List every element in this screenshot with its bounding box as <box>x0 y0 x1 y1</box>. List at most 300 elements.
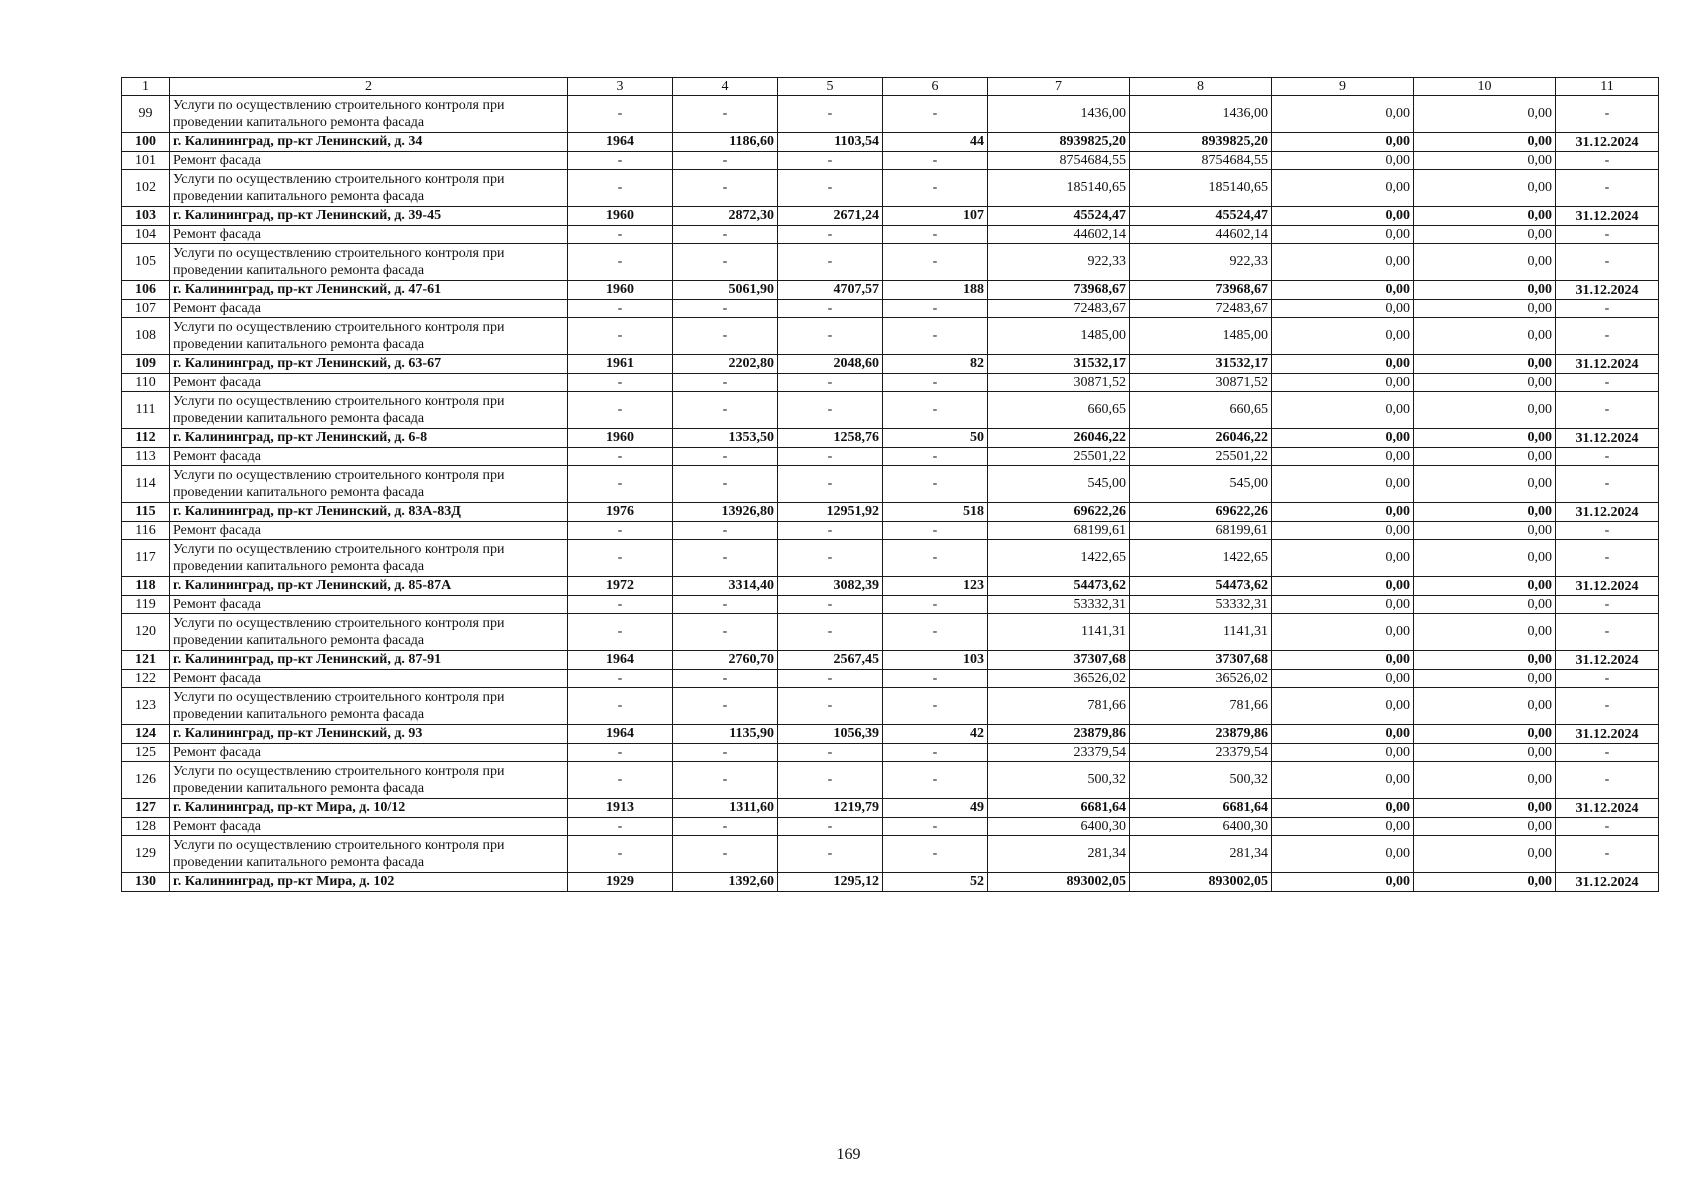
cell-row-number: 122 <box>122 670 170 688</box>
table-row <box>122 614 1659 651</box>
cell-row-number: 125 <box>122 744 170 762</box>
cell-residents: 44 <box>883 133 988 152</box>
cell-cost-other: 0,00 <box>1414 207 1556 226</box>
cell-cost-total: 781,66 <box>988 688 1130 725</box>
cell-description: г. Калининград, пр-кт Ленинский, д. 63-67 <box>170 355 568 374</box>
cell-living-area: - <box>778 226 883 244</box>
cell-residents: - <box>883 522 988 540</box>
cell-year: 1976 <box>568 503 673 522</box>
cell-row-number: 105 <box>122 244 170 281</box>
header-cell-row-number: 1 <box>122 78 170 96</box>
cell-year: 1960 <box>568 281 673 300</box>
cell-row-number: 109 <box>122 355 170 374</box>
cell-completion-date: - <box>1556 226 1659 244</box>
cell-living-area: - <box>778 762 883 799</box>
cell-row-number: 128 <box>122 818 170 836</box>
cell-total-area: - <box>673 300 778 318</box>
cell-cost-total: 53332,31 <box>988 596 1130 614</box>
cell-residents: - <box>883 688 988 725</box>
cell-cost-fund: 185140,65 <box>1130 170 1272 207</box>
cell-living-area: - <box>778 596 883 614</box>
cell-cost-budget: 0,00 <box>1272 318 1414 355</box>
cell-cost-fund: 37307,68 <box>1130 651 1272 670</box>
table-row <box>122 873 1659 892</box>
cell-cost-total: 281,34 <box>988 836 1130 873</box>
cell-cost-total: 1422,65 <box>988 540 1130 577</box>
cell-row-number: 104 <box>122 226 170 244</box>
cell-cost-other: 0,00 <box>1414 448 1556 466</box>
cell-completion-date: - <box>1556 836 1659 873</box>
cell-living-area: - <box>778 836 883 873</box>
cell-description: Услуги по осуществлению строительного контроля при проведении капитального ремонта фасада <box>170 614 568 651</box>
cell-cost-other: 0,00 <box>1414 799 1556 818</box>
cell-cost-budget: 0,00 <box>1272 96 1414 133</box>
cell-completion-date: - <box>1556 688 1659 725</box>
cell-description: Ремонт фасада <box>170 818 568 836</box>
cell-cost-total: 68199,61 <box>988 522 1130 540</box>
cell-residents: - <box>883 300 988 318</box>
cell-cost-budget: 0,00 <box>1272 226 1414 244</box>
cell-total-area: 1353,50 <box>673 429 778 448</box>
cell-total-area: - <box>673 466 778 503</box>
cell-residents: 103 <box>883 651 988 670</box>
cell-cost-budget: 0,00 <box>1272 688 1414 725</box>
cell-description: г. Калининград, пр-кт Ленинский, д. 85-87А <box>170 577 568 596</box>
cell-completion-date: - <box>1556 374 1659 392</box>
cell-cost-fund: 53332,31 <box>1130 596 1272 614</box>
header-cell-year: 3 <box>568 78 673 96</box>
cell-year: 1913 <box>568 799 673 818</box>
cell-living-area: - <box>778 300 883 318</box>
cell-row-number: 101 <box>122 152 170 170</box>
cell-residents: 518 <box>883 503 988 522</box>
cell-cost-other: 0,00 <box>1414 466 1556 503</box>
cell-cost-total: 23879,86 <box>988 725 1130 744</box>
table-row <box>122 152 1659 170</box>
cell-cost-total: 36526,02 <box>988 670 1130 688</box>
cell-completion-date: - <box>1556 540 1659 577</box>
cell-completion-date: 31.12.2024 <box>1556 133 1659 152</box>
cell-description: г. Калининград, пр-кт Ленинский, д. 39-45 <box>170 207 568 226</box>
cell-cost-fund: 25501,22 <box>1130 448 1272 466</box>
cell-year: - <box>568 318 673 355</box>
cell-description: Услуги по осуществлению строительного контроля при проведении капитального ремонта фасада <box>170 688 568 725</box>
cell-description: Ремонт фасада <box>170 744 568 762</box>
cell-living-area: 2048,60 <box>778 355 883 374</box>
cell-cost-budget: 0,00 <box>1272 503 1414 522</box>
cell-cost-other: 0,00 <box>1414 152 1556 170</box>
cell-cost-other: 0,00 <box>1414 96 1556 133</box>
cell-row-number: 115 <box>122 503 170 522</box>
header-cell-cost-fund: 8 <box>1130 78 1272 96</box>
cell-residents: - <box>883 96 988 133</box>
cell-living-area: - <box>778 540 883 577</box>
cell-row-number: 106 <box>122 281 170 300</box>
cell-description: Услуги по осуществлению строительного контроля при проведении капитального ремонта фасада <box>170 836 568 873</box>
header-cell-cost-other: 10 <box>1414 78 1556 96</box>
cell-description: г. Калининград, пр-кт Мира, д. 102 <box>170 873 568 892</box>
cell-cost-fund: 1436,00 <box>1130 96 1272 133</box>
cell-living-area: 1219,79 <box>778 799 883 818</box>
cell-cost-total: 1141,31 <box>988 614 1130 651</box>
cell-residents: 188 <box>883 281 988 300</box>
cell-description: Услуги по осуществлению строительного контроля при проведении капитального ремонта фасада <box>170 244 568 281</box>
cell-row-number: 99 <box>122 96 170 133</box>
cell-cost-total: 185140,65 <box>988 170 1130 207</box>
cell-residents: - <box>883 670 988 688</box>
cell-living-area: - <box>778 670 883 688</box>
cell-cost-total: 31532,17 <box>988 355 1130 374</box>
cell-cost-total: 37307,68 <box>988 651 1130 670</box>
cell-cost-budget: 0,00 <box>1272 836 1414 873</box>
table-row <box>122 170 1659 207</box>
table-row <box>122 429 1659 448</box>
cell-cost-fund: 72483,67 <box>1130 300 1272 318</box>
cell-cost-budget: 0,00 <box>1272 281 1414 300</box>
cell-row-number: 118 <box>122 577 170 596</box>
header-cell-cost-total: 7 <box>988 78 1130 96</box>
cell-total-area: - <box>673 170 778 207</box>
cell-row-number: 126 <box>122 762 170 799</box>
cell-cost-other: 0,00 <box>1414 725 1556 744</box>
cell-total-area: - <box>673 596 778 614</box>
cell-cost-budget: 0,00 <box>1272 244 1414 281</box>
cell-row-number: 102 <box>122 170 170 207</box>
cell-cost-budget: 0,00 <box>1272 355 1414 374</box>
cell-cost-total: 72483,67 <box>988 300 1130 318</box>
cell-total-area: - <box>673 688 778 725</box>
cell-cost-total: 30871,52 <box>988 374 1130 392</box>
cell-year: 1964 <box>568 725 673 744</box>
cell-cost-fund: 500,32 <box>1130 762 1272 799</box>
cell-cost-total: 25501,22 <box>988 448 1130 466</box>
cell-cost-budget: 0,00 <box>1272 374 1414 392</box>
cell-cost-fund: 8939825,20 <box>1130 133 1272 152</box>
cell-cost-fund: 45524,47 <box>1130 207 1272 226</box>
cell-description: Услуги по осуществлению строительного контроля при проведении капитального ремонта фасада <box>170 96 568 133</box>
cell-year: - <box>568 614 673 651</box>
cell-total-area: - <box>673 614 778 651</box>
cell-cost-other: 0,00 <box>1414 429 1556 448</box>
table-row <box>122 96 1659 133</box>
cell-residents: - <box>883 170 988 207</box>
cell-year: 1960 <box>568 207 673 226</box>
cell-year: - <box>568 170 673 207</box>
cell-completion-date: - <box>1556 392 1659 429</box>
cell-living-area: 1056,39 <box>778 725 883 744</box>
cell-living-area: - <box>778 170 883 207</box>
cell-residents: - <box>883 818 988 836</box>
cell-residents: - <box>883 448 988 466</box>
cell-cost-fund: 31532,17 <box>1130 355 1272 374</box>
cell-cost-budget: 0,00 <box>1272 670 1414 688</box>
cell-completion-date: - <box>1556 762 1659 799</box>
cell-total-area: - <box>673 836 778 873</box>
cell-completion-date: - <box>1556 300 1659 318</box>
header-cell-residents: 6 <box>883 78 988 96</box>
cell-cost-budget: 0,00 <box>1272 762 1414 799</box>
cell-row-number: 117 <box>122 540 170 577</box>
cell-cost-budget: 0,00 <box>1272 818 1414 836</box>
cell-residents: 82 <box>883 355 988 374</box>
cell-completion-date: - <box>1556 614 1659 651</box>
table-body <box>122 78 1659 892</box>
table-row <box>122 762 1659 799</box>
cell-residents: - <box>883 226 988 244</box>
cell-living-area: - <box>778 244 883 281</box>
cell-residents: 42 <box>883 725 988 744</box>
cell-cost-other: 0,00 <box>1414 522 1556 540</box>
cell-cost-budget: 0,00 <box>1272 873 1414 892</box>
cell-cost-fund: 23879,86 <box>1130 725 1272 744</box>
cell-cost-other: 0,00 <box>1414 170 1556 207</box>
cell-description: г. Калининград, пр-кт Ленинский, д. 93 <box>170 725 568 744</box>
cell-residents: 49 <box>883 799 988 818</box>
cell-completion-date: - <box>1556 96 1659 133</box>
table-row <box>122 503 1659 522</box>
cell-row-number: 108 <box>122 318 170 355</box>
cell-description: Услуги по осуществлению строительного контроля при проведении капитального ремонта фасада <box>170 762 568 799</box>
cell-row-number: 114 <box>122 466 170 503</box>
cell-row-number: 129 <box>122 836 170 873</box>
cell-year: - <box>568 522 673 540</box>
cell-total-area: - <box>673 374 778 392</box>
cell-completion-date: - <box>1556 818 1659 836</box>
cell-residents: - <box>883 744 988 762</box>
cell-completion-date: 31.12.2024 <box>1556 281 1659 300</box>
table-row <box>122 318 1659 355</box>
cell-cost-fund: 1422,65 <box>1130 540 1272 577</box>
data-table <box>121 77 1659 892</box>
cell-year: - <box>568 300 673 318</box>
cell-cost-total: 500,32 <box>988 762 1130 799</box>
cell-cost-budget: 0,00 <box>1272 725 1414 744</box>
cell-description: Ремонт фасада <box>170 152 568 170</box>
cell-description: Ремонт фасада <box>170 226 568 244</box>
cell-total-area: 2202,80 <box>673 355 778 374</box>
cell-completion-date: 31.12.2024 <box>1556 207 1659 226</box>
cell-cost-total: 44602,14 <box>988 226 1130 244</box>
cell-cost-fund: 1141,31 <box>1130 614 1272 651</box>
cell-cost-fund: 73968,67 <box>1130 281 1272 300</box>
cell-description: Ремонт фасада <box>170 374 568 392</box>
cell-row-number: 124 <box>122 725 170 744</box>
cell-living-area: - <box>778 466 883 503</box>
table-row <box>122 392 1659 429</box>
cell-cost-fund: 36526,02 <box>1130 670 1272 688</box>
table-row <box>122 522 1659 540</box>
cell-total-area: 2872,30 <box>673 207 778 226</box>
cell-total-area: - <box>673 540 778 577</box>
cell-residents: 107 <box>883 207 988 226</box>
cell-cost-budget: 0,00 <box>1272 651 1414 670</box>
cell-year: 1961 <box>568 355 673 374</box>
header-cell-cost-budget: 9 <box>1272 78 1414 96</box>
cell-total-area: 5061,90 <box>673 281 778 300</box>
cell-cost-total: 26046,22 <box>988 429 1130 448</box>
cell-residents: - <box>883 466 988 503</box>
cell-cost-total: 660,65 <box>988 392 1130 429</box>
cell-total-area: 1311,60 <box>673 799 778 818</box>
cell-cost-other: 0,00 <box>1414 873 1556 892</box>
cell-cost-total: 73968,67 <box>988 281 1130 300</box>
table-row <box>122 540 1659 577</box>
cell-living-area: 3082,39 <box>778 577 883 596</box>
cell-year: 1929 <box>568 873 673 892</box>
cell-row-number: 100 <box>122 133 170 152</box>
table-row <box>122 355 1659 374</box>
cell-cost-fund: 30871,52 <box>1130 374 1272 392</box>
cell-year: - <box>568 744 673 762</box>
cell-cost-total: 23379,54 <box>988 744 1130 762</box>
cell-cost-budget: 0,00 <box>1272 448 1414 466</box>
cell-living-area: - <box>778 448 883 466</box>
cell-year: 1960 <box>568 429 673 448</box>
cell-total-area: - <box>673 318 778 355</box>
cell-cost-budget: 0,00 <box>1272 614 1414 651</box>
cell-living-area: - <box>778 318 883 355</box>
cell-cost-total: 69622,26 <box>988 503 1130 522</box>
cell-total-area: - <box>673 448 778 466</box>
cell-description: Услуги по осуществлению строительного контроля при проведении капитального ремонта фасада <box>170 466 568 503</box>
cell-cost-fund: 69622,26 <box>1130 503 1272 522</box>
cell-living-area: - <box>778 688 883 725</box>
cell-year: 1964 <box>568 651 673 670</box>
table-row <box>122 448 1659 466</box>
cell-year: - <box>568 226 673 244</box>
cell-completion-date: 31.12.2024 <box>1556 503 1659 522</box>
cell-residents: - <box>883 762 988 799</box>
cell-year: - <box>568 466 673 503</box>
table-row <box>122 596 1659 614</box>
cell-year: - <box>568 392 673 429</box>
cell-description: Услуги по осуществлению строительного контроля при проведении капитального ремонта фасада <box>170 318 568 355</box>
cell-cost-fund: 281,34 <box>1130 836 1272 873</box>
cell-cost-other: 0,00 <box>1414 374 1556 392</box>
cell-living-area: 2671,24 <box>778 207 883 226</box>
cell-cost-budget: 0,00 <box>1272 207 1414 226</box>
cell-cost-other: 0,00 <box>1414 762 1556 799</box>
cell-cost-budget: 0,00 <box>1272 799 1414 818</box>
header-cell-total-area: 4 <box>673 78 778 96</box>
cell-description: Услуги по осуществлению строительного контроля при проведении капитального ремонта фасада <box>170 392 568 429</box>
cell-cost-other: 0,00 <box>1414 318 1556 355</box>
cell-completion-date: - <box>1556 244 1659 281</box>
cell-living-area: - <box>778 392 883 429</box>
cell-completion-date: - <box>1556 170 1659 207</box>
cell-completion-date: 31.12.2024 <box>1556 577 1659 596</box>
cell-year: - <box>568 836 673 873</box>
header-cell-completion-date: 11 <box>1556 78 1659 96</box>
cell-total-area: - <box>673 522 778 540</box>
cell-cost-fund: 44602,14 <box>1130 226 1272 244</box>
cell-cost-fund: 545,00 <box>1130 466 1272 503</box>
cell-cost-total: 545,00 <box>988 466 1130 503</box>
table-row <box>122 725 1659 744</box>
cell-row-number: 110 <box>122 374 170 392</box>
table-row <box>122 744 1659 762</box>
cell-cost-budget: 0,00 <box>1272 170 1414 207</box>
cell-row-number: 103 <box>122 207 170 226</box>
cell-cost-total: 54473,62 <box>988 577 1130 596</box>
cell-cost-other: 0,00 <box>1414 670 1556 688</box>
cell-cost-other: 0,00 <box>1414 503 1556 522</box>
cell-cost-other: 0,00 <box>1414 836 1556 873</box>
cell-cost-fund: 660,65 <box>1130 392 1272 429</box>
cell-year: 1964 <box>568 133 673 152</box>
cell-row-number: 116 <box>122 522 170 540</box>
cell-cost-total: 6681,64 <box>988 799 1130 818</box>
cell-cost-other: 0,00 <box>1414 818 1556 836</box>
cell-year: - <box>568 540 673 577</box>
table-row <box>122 577 1659 596</box>
cell-cost-budget: 0,00 <box>1272 577 1414 596</box>
cell-cost-fund: 54473,62 <box>1130 577 1272 596</box>
cell-residents: - <box>883 244 988 281</box>
cell-year: - <box>568 688 673 725</box>
cell-row-number: 111 <box>122 392 170 429</box>
cell-residents: - <box>883 614 988 651</box>
cell-row-number: 120 <box>122 614 170 651</box>
cell-year: - <box>568 374 673 392</box>
cell-total-area: 3314,40 <box>673 577 778 596</box>
cell-cost-budget: 0,00 <box>1272 596 1414 614</box>
cell-completion-date: - <box>1556 466 1659 503</box>
cell-total-area: - <box>673 152 778 170</box>
cell-completion-date: - <box>1556 318 1659 355</box>
cell-cost-fund: 893002,05 <box>1130 873 1272 892</box>
table-row <box>122 466 1659 503</box>
cell-description: Ремонт фасада <box>170 596 568 614</box>
cell-cost-budget: 0,00 <box>1272 429 1414 448</box>
table-row <box>122 300 1659 318</box>
cell-completion-date: - <box>1556 448 1659 466</box>
cell-total-area: - <box>673 670 778 688</box>
cell-description: г. Калининград, пр-кт Ленинский, д. 47-61 <box>170 281 568 300</box>
cell-year: - <box>568 762 673 799</box>
cell-cost-total: 1485,00 <box>988 318 1130 355</box>
cell-row-number: 112 <box>122 429 170 448</box>
table-row <box>122 226 1659 244</box>
header-row <box>122 78 1659 96</box>
cell-description: г. Калининград, пр-кт Ленинский, д. 87-91 <box>170 651 568 670</box>
cell-cost-budget: 0,00 <box>1272 744 1414 762</box>
cell-completion-date: - <box>1556 152 1659 170</box>
cell-row-number: 113 <box>122 448 170 466</box>
cell-living-area: - <box>778 152 883 170</box>
cell-living-area: 4707,57 <box>778 281 883 300</box>
table-row <box>122 818 1659 836</box>
cell-total-area: - <box>673 96 778 133</box>
cell-cost-other: 0,00 <box>1414 596 1556 614</box>
cell-residents: - <box>883 392 988 429</box>
page-number: 169 <box>836 1146 861 1163</box>
cell-cost-budget: 0,00 <box>1272 522 1414 540</box>
cell-cost-fund: 1485,00 <box>1130 318 1272 355</box>
cell-row-number: 107 <box>122 300 170 318</box>
cell-residents: - <box>883 540 988 577</box>
cell-cost-other: 0,00 <box>1414 614 1556 651</box>
cell-completion-date: 31.12.2024 <box>1556 355 1659 374</box>
cell-total-area: - <box>673 818 778 836</box>
cell-row-number: 119 <box>122 596 170 614</box>
cell-cost-total: 8754684,55 <box>988 152 1130 170</box>
table-row <box>122 244 1659 281</box>
cell-description: Ремонт фасада <box>170 670 568 688</box>
cell-row-number: 130 <box>122 873 170 892</box>
cell-description: Ремонт фасада <box>170 448 568 466</box>
cell-residents: - <box>883 374 988 392</box>
